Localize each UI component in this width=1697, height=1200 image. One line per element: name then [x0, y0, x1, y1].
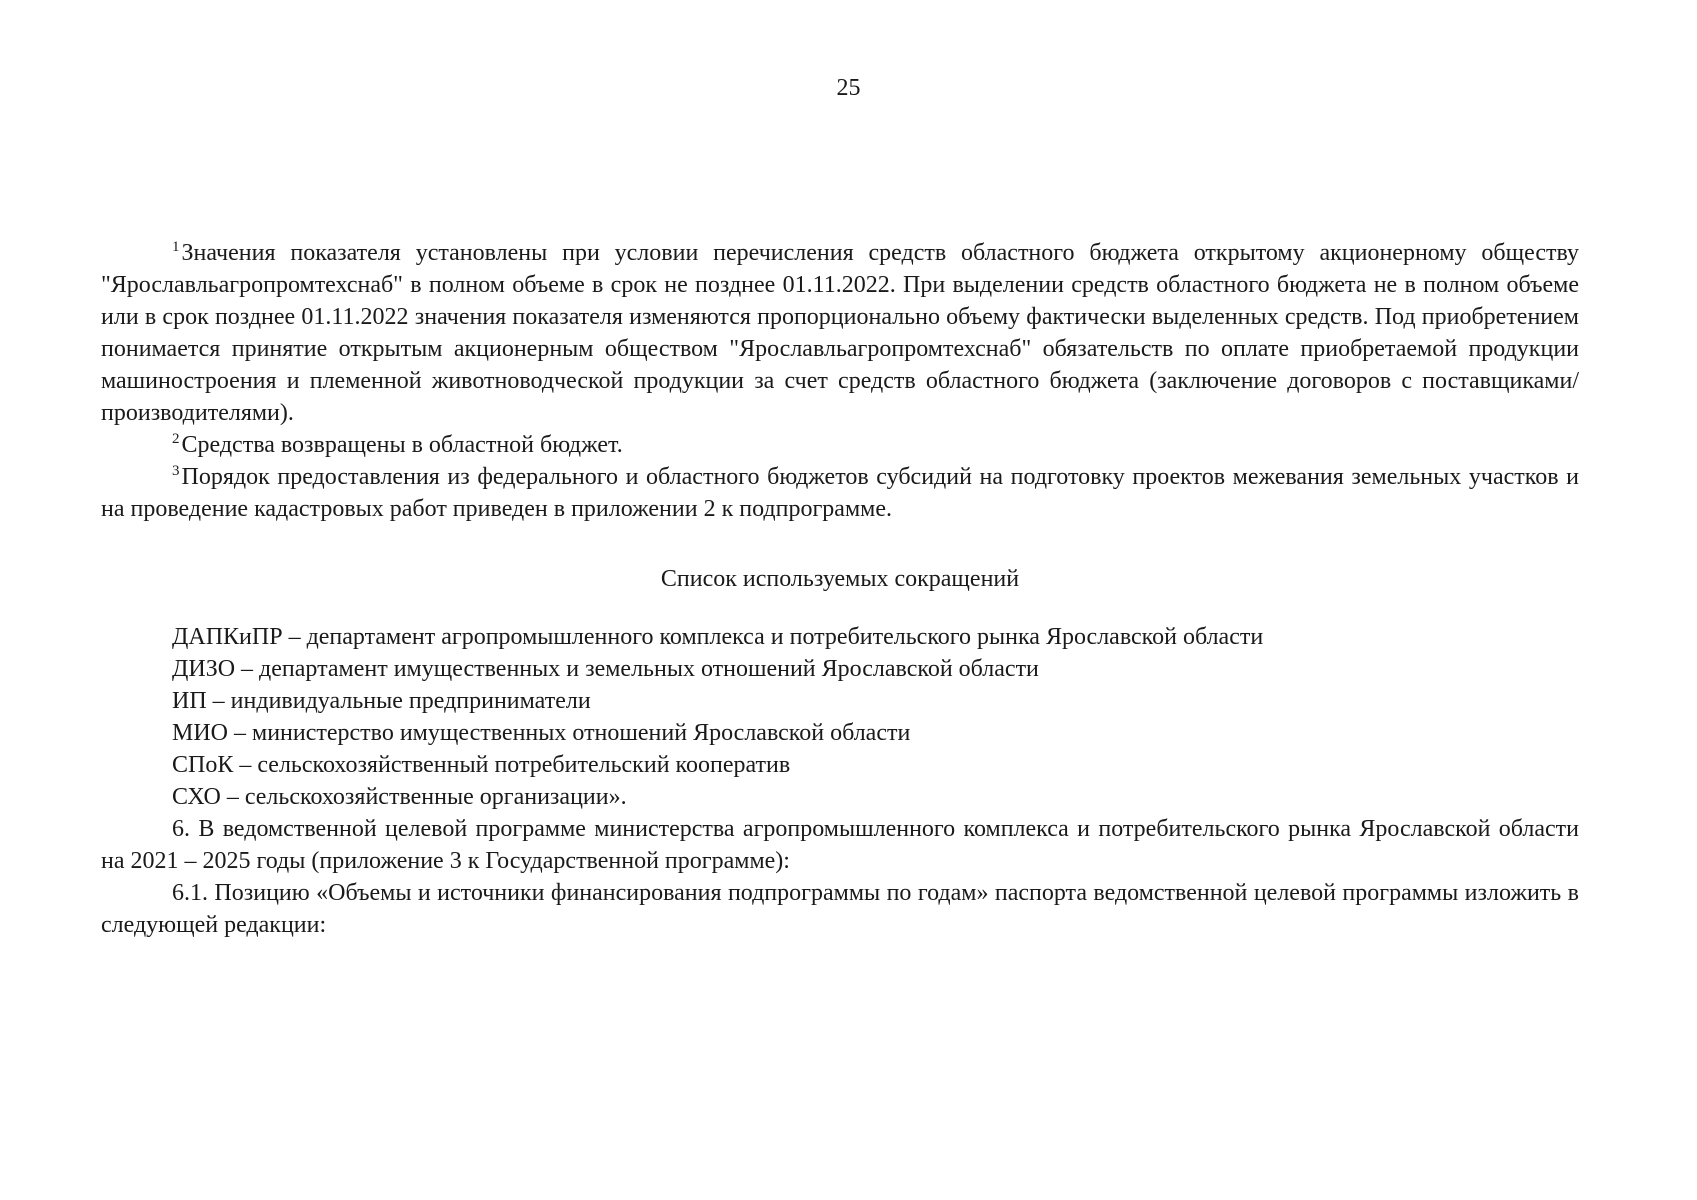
- footnote-text-1: Значения показателя установлены при условии перечисления средств областного бюджета открытому акционерному обществу "Ярославльагропромтехснаб" в полном объеме в срок не позднее 01.11.2022. При выделении средств областного бюджета не в полном объеме или в срок позднее 01.11.2022 значения показателя изменяются пропорционально объему фактически выделенных средств. Под приобретением понимается принятие открытым акционерным обществом "Ярославльагропромтехснаб" обязательств по оплате приобретаемой продукции машиностроения и племенной животноводческой продукции за счет средств областного бюджета (заключение договоров с поставщиками/производителями).: [101, 240, 1579, 426]
- footnote-marker-2: 2: [172, 431, 180, 447]
- abbreviation-item: ИП – индивидуальные предприниматели: [172, 688, 591, 714]
- footnote-text-3: Порядок предоставления из федерального и областного бюджетов субсидий на подготовку проектов межевания земельных участков и на проведение кадастровых работ приведен в приложении 2 к подпрограмме.: [101, 464, 1579, 522]
- abbreviation-item: ДАПКиПР – департамент агропромышленного комплекса и потребительского рынка Ярославской области: [172, 624, 1264, 650]
- abbreviation-item: ДИЗО – департамент имущественных и земельных отношений Ярославской области: [172, 656, 1039, 682]
- paragraph-6: 6. В ведомственной целевой программе министерства агропромышленного комплекса и потребительского рынка Ярославской области на 2021 – 2025 годы (приложение 3 к Государственной программе):: [101, 816, 1579, 874]
- page-number: 25: [836, 75, 861, 101]
- footnote-1: [101, 237, 1579, 429]
- abbreviations-title: Список используемых сокращений: [660, 566, 1020, 592]
- footnote-marker-3: 3: [172, 463, 180, 479]
- abbreviation-item: МИО – министерство имущественных отношений Ярославской области: [172, 720, 911, 746]
- paragraph-6-1: 6.1. Позицию «Объемы и источники финансирования подпрограммы по годам» паспорта ведомственной целевой программы изложить в следующей редакции:: [101, 880, 1579, 938]
- abbreviations-list: [101, 621, 1579, 813]
- footnote-2: [101, 429, 1579, 461]
- footnote-3: [101, 461, 1579, 525]
- abbreviation-item: СПоК – сельскохозяйственный потребительский кооператив: [172, 752, 791, 778]
- footnote-text-2: Средства возвращены в областной бюджет.: [181, 432, 623, 458]
- abbreviation-item: СХО – сельскохозяйственные организации».: [172, 784, 627, 810]
- document-body: [101, 237, 1579, 941]
- footnote-marker-1: 1: [172, 239, 180, 255]
